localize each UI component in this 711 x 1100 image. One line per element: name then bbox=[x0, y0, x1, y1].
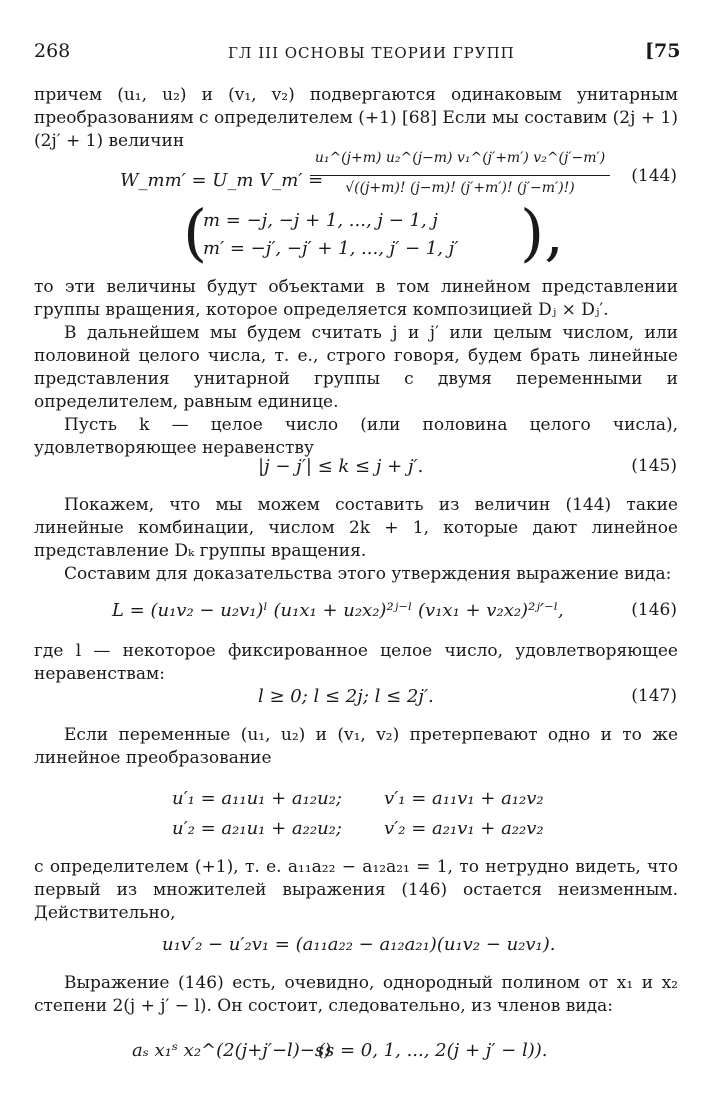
transform-v2: v′₂ = a₂₁v₁ + a₂₂v₂ bbox=[384, 818, 544, 839]
paragraph-9: с определителем (+1), т. е. a₁₁a₂₂ − a₁₂a₂₁ = 1, то нетрудно видеть, что первый из множителей выражения (146) остается неизменным. Действительно, bbox=[34, 857, 678, 923]
paragraph-2: то эти величины будут объектами в том линейном представлении группы вращения, которое определяется композицией Dⱼ × Dⱼ′. bbox=[34, 277, 678, 320]
term-range: (s = 0, 1, ..., 2(j + j′ − l)). bbox=[318, 1040, 548, 1061]
paragraph-5: Покажем, что мы можем составить из величин (144) такие линейные комбинации, числом 2k + 1, которые дают линейное представление Dₖ группы вращения. bbox=[34, 495, 678, 561]
eq145-number: (145) bbox=[631, 456, 677, 476]
eq144-lhs: W_mm′ = U_m V_m′ = bbox=[120, 170, 324, 191]
paragraph-8: Если переменные (u₁, u₂) и (v₁, v₂) претерпевают одно и то же линейное преобразование bbox=[34, 725, 678, 768]
paragraph-7: где l — некоторое фиксированное целое число, удовлетворяющее неравенствам: bbox=[34, 641, 678, 684]
paragraph-4: Пусть k — целое число (или половина целого числа), удовлетворяющее неравенству bbox=[34, 415, 678, 458]
paragraph-3: В дальнейшем мы будем считать j и j′ или целым числом, или половиной целого числа, т. е., строго говоря, будем брать линейные представления унитарной группы с двумя переменными и определителем, равным единице. bbox=[34, 323, 678, 412]
eq146: L = (u₁v₂ − u₂v₁)ˡ (u₁x₁ + u₂x₂)²ʲ⁻ˡ (v₁x₁ + v₂x₂)²ʲ′⁻ˡ, bbox=[112, 600, 564, 621]
range-m: m = −j, −j + 1, ..., j − 1, j bbox=[203, 210, 438, 231]
term-form: aₛ x₁ˢ x₂^(2(j+j′−l)−s) bbox=[132, 1040, 332, 1061]
transform-u2: u′₂ = a₂₁u₁ + a₂₂u₂; bbox=[172, 818, 342, 839]
eq144-denominator: √((j+m)! (j−m)! (j′+m′)! (j′−m′)!) bbox=[345, 180, 575, 196]
eq144-number: (144) bbox=[631, 166, 677, 186]
page-number: 268 bbox=[34, 40, 71, 62]
eq146-number: (146) bbox=[631, 600, 677, 620]
transform-u1: u′₁ = a₁₁u₁ + a₁₂u₂; bbox=[172, 788, 342, 809]
paragraph-6: Составим для доказательства этого утверждения выражение вида: bbox=[64, 564, 672, 584]
chapter-title: ГЛ III ОСНОВЫ ТЕОРИИ ГРУПП bbox=[228, 44, 515, 62]
paragraph-1: причем (u₁, u₂) и (v₁, v₂) подвергаются одинаковым унитарным преобразованиям с определителем (+1) [68] Если мы составим (2j + 1)(2j′ + 1) величин bbox=[34, 85, 678, 151]
range-m-prime: m′ = −j′, −j′ + 1, ..., j′ − 1, j′ bbox=[203, 238, 459, 259]
eq147: l ≥ 0; l ≤ 2j; l ≤ 2j′. bbox=[258, 686, 434, 707]
det-equation: u₁v′₂ − u′₂v₁ = (a₁₁a₂₂ − a₁₂a₂₁)(u₁v₂ − u₂v₁). bbox=[162, 934, 556, 955]
eq144-numerator: u₁^(j+m) u₂^(j−m) v₁^(j′+m′) v₂^(j′−m′) bbox=[314, 150, 606, 166]
eq145: |j − j′| ≤ k ≤ j + j′. bbox=[258, 456, 424, 477]
paragraph-10: Выражение (146) есть, очевидно, однородный полином от x₁ и x₂ степени 2(j + j′ − l). Он состоит, следовательно, из членов вида: bbox=[34, 973, 678, 1016]
left-paren: ( bbox=[183, 196, 208, 269]
eq144-fraction-bar bbox=[310, 175, 610, 176]
transform-v1: v′₁ = a₁₁v₁ + a₁₂v₂ bbox=[384, 788, 544, 809]
right-paren: ), bbox=[520, 196, 564, 269]
eq147-number: (147) bbox=[631, 686, 677, 706]
section-mark: [75 bbox=[645, 40, 681, 62]
